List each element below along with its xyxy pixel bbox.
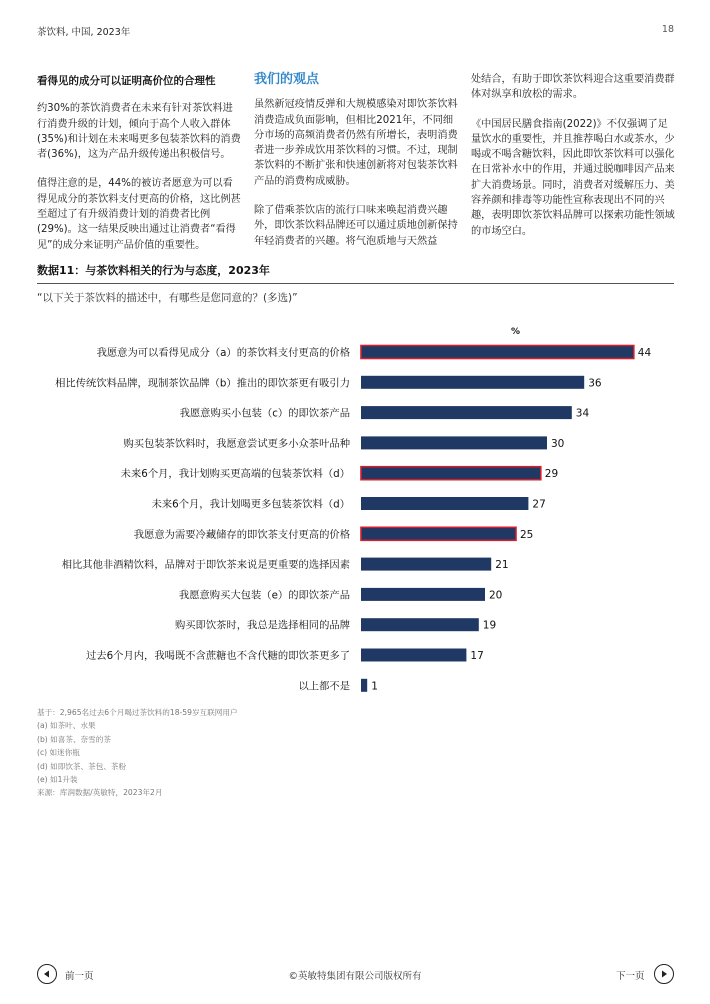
report-header: 茶饮料, 中国, 2023年 bbox=[37, 27, 131, 38]
category-label: 购买包装茶饮料时，我愿意尝试更多小众茶叶品种 bbox=[123, 437, 350, 450]
category-label: 未来6个月，我计划喝更多包装茶饮料（d） bbox=[151, 498, 350, 511]
note-b: (b) 如喜茶、奈雪的茶 bbox=[37, 734, 111, 744]
value-label: 19 bbox=[482, 619, 497, 632]
bar bbox=[361, 649, 466, 662]
category-label: 相比其他非酒精饮料，品牌对于即饮茶来说是更重要的选择因素 bbox=[61, 559, 350, 572]
copyright: ©英敏特集团有限公司版权所有 bbox=[288, 971, 422, 982]
next-page-link[interactable]: 下一页 bbox=[616, 971, 645, 982]
figure-notes bbox=[37, 706, 238, 800]
unit-label: % bbox=[511, 327, 521, 337]
paragraph: 值得注意的是，44%的被访者愿意为可以看得见成分的茶饮料支付更高的价格，这比例甚至超过了有升级消费计划的消费者比例(29%)。这一结果反映出通过让消费者“看得见”的成分来证明产品价值的重要性。 bbox=[37, 178, 241, 251]
paragraph: 虽然新冠疫情反弹和大规模感染对即饮茶饮料消费造成负面影响，但相比2021年，不同细分市场的高频消费者仍然有所增长，表明消费者进一步养成饮用茶饮料的习惯。不过，现制茶饮料的不断扩张和快速创新将对包装茶饮料产品的消费构成威胁。 bbox=[254, 99, 458, 187]
column-3 bbox=[471, 72, 676, 253]
bar-highlighted bbox=[361, 346, 634, 359]
value-label: 44 bbox=[637, 347, 652, 359]
bar bbox=[361, 558, 491, 571]
bar bbox=[361, 497, 528, 510]
category-label: 我愿意为可以看得见成分（a）的茶饮料支付更高的价格 bbox=[96, 347, 350, 359]
value-label: 25 bbox=[520, 528, 534, 541]
arrow-right-icon bbox=[660, 970, 668, 978]
page-number: 18 bbox=[661, 24, 674, 35]
bar-highlighted bbox=[361, 467, 541, 480]
category-label: 以上都不是 bbox=[298, 680, 350, 693]
value-label: 36 bbox=[588, 377, 602, 390]
section-title: 看得见的成分可以证明高价位的合理性 bbox=[37, 75, 216, 87]
viewpoint-title: 我们的观点 bbox=[254, 72, 320, 87]
category-label: 我愿意购买大包装（e）的即饮茶产品 bbox=[178, 589, 350, 602]
figure-divider bbox=[37, 283, 674, 284]
prev-page-link[interactable]: 前一页 bbox=[65, 971, 94, 982]
column-1 bbox=[37, 74, 242, 267]
note-e: (e) 如1升装 bbox=[37, 775, 78, 785]
value-label: 1 bbox=[371, 680, 378, 693]
value-label: 21 bbox=[495, 559, 509, 572]
bar bbox=[361, 406, 572, 419]
next-page-button[interactable] bbox=[654, 964, 674, 984]
value-label: 34 bbox=[575, 407, 590, 420]
paragraph: 除了借乘茶饮店的流行口味来唤起消费兴趣外，即饮茶饮料品牌还可以通过质地创新保持年轻消费者的兴趣。将气泡质地与天然益 bbox=[254, 205, 458, 247]
survey-question: “以下关于茶饮料的描述中，有哪些是您同意的？(多选)” bbox=[37, 292, 298, 304]
bar-highlighted bbox=[361, 527, 516, 540]
note-source: 来源：库润数据/英敏特，2023年2月 bbox=[37, 788, 163, 798]
bar bbox=[361, 588, 485, 601]
category-label: 过去6个月内，我喝既不含蔗糖也不含代糖的即饮茶更多了 bbox=[86, 650, 350, 662]
value-label: 17 bbox=[470, 650, 484, 662]
value-label: 20 bbox=[489, 589, 503, 602]
category-label: 我愿意为需要冷藏储存的即饮茶支付更高的价格 bbox=[133, 528, 350, 541]
category-label: 未来6个月，我计划购买更高端的包装茶饮料（d） bbox=[120, 468, 350, 481]
paragraph: 约30%的茶饮消费者在未来有针对茶饮料进行消费升级的计划，倾向于高个人收入群体(35%)和计划在未来喝更多包装茶饮料的消费者(36%)，这为产品升级传递出积极信号。 bbox=[37, 103, 241, 161]
bar bbox=[361, 618, 479, 631]
category-label: 购买即饮茶时，我总是选择相同的品牌 bbox=[174, 619, 350, 632]
bar bbox=[361, 679, 367, 692]
bar-chart bbox=[37, 318, 677, 703]
note-base: 基于：2,965名过去6个月喝过茶饮料的18-59岁互联网用户 bbox=[37, 708, 238, 717]
note-d: (d) 如即饮茶、茶包、茶粉 bbox=[37, 761, 127, 771]
column-2 bbox=[254, 74, 459, 263]
paragraph: 《中国居民膳食指南(2022)》不仅强调了足量饮水的重要性，并且推荐喝白水或茶水，少喝或不喝含糖饮料，因此即饮茶饮料可以强化在日常补水中的作用，并通过脱咖啡因产品来扩大消费场景。同时，消费者对缓解压力、美容养颜和排毒等功能性宣称表现出不同的兴趣，表明即饮茶饮料品牌可以探索功能性领域的市场空白。 bbox=[471, 118, 675, 237]
value-label: 29 bbox=[544, 468, 559, 481]
bar bbox=[361, 436, 547, 449]
value-label: 27 bbox=[532, 498, 546, 511]
paragraph: 处结合，有助于即饮茶饮料迎合这重要消费群体对纵享和放松的需求。 bbox=[471, 74, 675, 101]
note-a: (a) 如茶叶、水果 bbox=[37, 721, 96, 731]
category-label: 我愿意购买小包装（c）的即饮茶产品 bbox=[179, 407, 350, 420]
category-label: 相比传统饮料品牌，现制茶饮品牌（b）推出的即饮茶更有吸引力 bbox=[55, 377, 350, 390]
note-c: (c) 如迷你瓶 bbox=[37, 748, 80, 758]
footer bbox=[0, 962, 710, 992]
bar bbox=[361, 376, 584, 389]
figure-title: 数据11：与茶饮料相关的行为与态度，2023年 bbox=[37, 264, 270, 277]
value-label: 30 bbox=[551, 437, 565, 450]
